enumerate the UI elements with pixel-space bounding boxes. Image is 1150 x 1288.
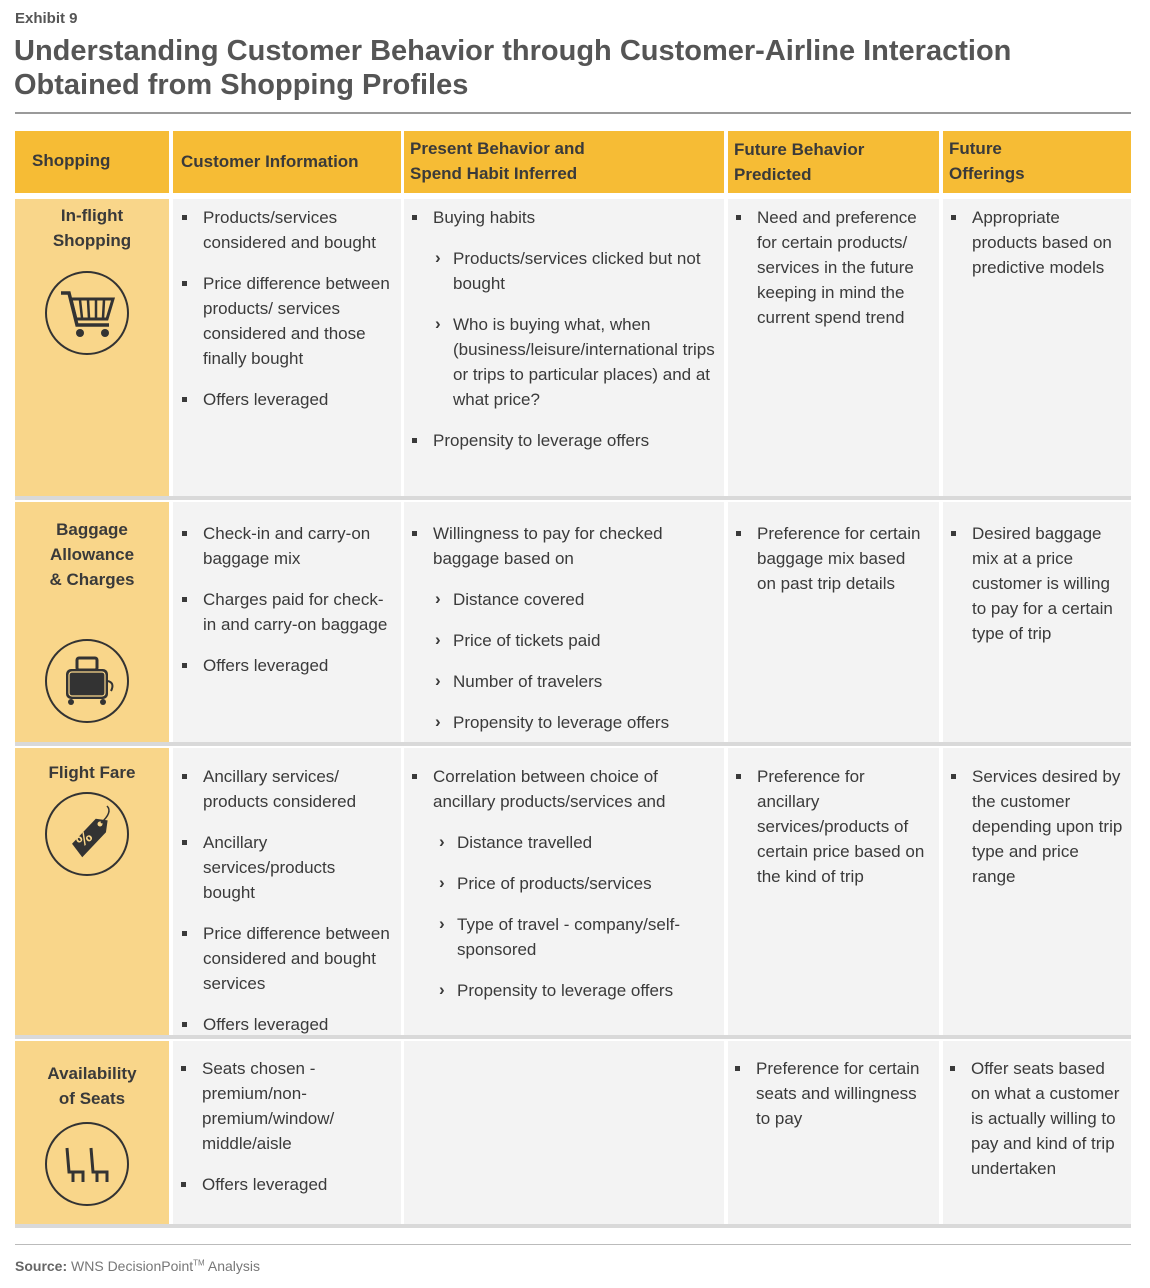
list-item: Preference for certain baggage mix based on past trip details [730,521,929,596]
list-item: Offers leveraged [176,653,391,678]
list-item: Charges paid for check-in and carry-on baggage [176,587,391,637]
shopping-cart-icon [45,271,129,355]
sub-list-item: › Who is buying what, when (business/leisure/international trips or trips to particular places) and at what price? [433,312,716,412]
cell-fare-customer-info [173,748,401,1035]
footer-divider [15,1244,1131,1245]
list-item-lead: Willingness to pay for checked baggage based on [433,524,663,568]
header-customer-information-text: Customer Information [181,152,359,171]
row-label-line: Flight Fare [48,763,136,782]
price-tag-icon [45,792,129,876]
row-divider [15,1035,1131,1039]
header-future-behavior [728,131,939,193]
header-offerings-line-1: Future [949,139,1002,158]
list-item: Ancillary services/products bought [176,830,391,905]
list-item: Propensity to leverage offers [406,428,716,453]
cell-baggage-future-offerings [943,502,1131,742]
header-present-line-2: Spend Habit Inferred [410,164,578,183]
cell-inflight-future-behavior [728,199,939,496]
title-divider [15,112,1131,114]
cell-fare-future-offerings [943,748,1131,1035]
sub-list-item: › Distance travelled [437,830,714,855]
cell-inflight-present-behavior [404,199,724,496]
row-label-line: of Seats [58,1089,126,1108]
title-line-1: Understanding Customer Behavior through Customer-Airline Interaction [14,35,1012,67]
list-item: Preference for ancillary services/products of certain price based on the kind of trip [730,764,929,889]
trademark-mark: TM [193,1258,205,1268]
list-item [406,521,714,735]
header-future-line-1: Future Behavior [734,140,865,159]
list-item: Offer seats based on what a customer is actually willing to pay and kind of trip undertaken [944,1056,1125,1181]
row-divider [15,1224,1131,1228]
cell-seats-future-behavior [728,1041,939,1225]
row-label-line: In-flight [60,206,124,225]
list-item: Offers leveraged [176,387,391,412]
source-note [15,1258,260,1274]
list-item: Offers leveraged [176,1012,391,1037]
header-future-offerings [943,131,1131,193]
list-item: Need and preference for certain products/ services in the future keeping in mind the current spend trend [730,205,929,330]
sub-list-item: › Number of travelers [433,669,714,694]
sub-list-item: › Price of products/services [437,871,714,896]
list-item: Desired baggage mix at a price customer is willing to pay for a certain type of trip [945,521,1123,646]
list-item-lead: Correlation between choice of ancillary products/services and [433,767,666,811]
sub-list-item: › Distance covered [433,587,714,612]
sub-list-item: › Price of tickets paid [433,628,714,653]
header-offerings-line-2: Offerings [949,164,1025,183]
header-customer-information [173,131,401,193]
cell-fare-present-behavior [404,748,724,1035]
list-item: Seats chosen - premium/non-premium/window/ middle/aisle [175,1056,391,1156]
row-label-flight-fare [15,748,169,1035]
sub-list-item: › Propensity to leverage offers [437,978,714,1003]
row-label-inflight-shopping [15,199,169,496]
title-line-2: Obtained from Shopping Profiles [14,69,469,101]
cell-seats-present-behavior [404,1041,724,1225]
cell-baggage-customer-info [173,502,401,742]
list-item-lead: Buying habits [433,208,536,227]
header-shopping-text: Shopping [32,151,111,170]
tag-percent-symbol: % [72,827,96,851]
row-label-availability-seats [15,1041,169,1225]
list-item: Services desired by the customer depending upon trip type and price range [945,764,1123,889]
row-label-line: Allowance [49,545,135,564]
list-item: Offers leveraged [175,1172,391,1197]
cell-inflight-customer-info [173,199,401,496]
header-present-behavior [404,131,724,193]
list-item: Products/services considered and bought [176,205,391,255]
cell-baggage-present-behavior [404,502,724,742]
exhibit-label: Exhibit 9 [15,10,78,27]
list-item: Appropriate products based on predictive models [945,205,1123,280]
header-present-line-1: Present Behavior and [410,139,585,158]
row-label-line: & Charges [49,570,135,589]
sub-list-item: › Products/services clicked but not bought [433,246,716,296]
header-shopping [15,131,169,193]
row-divider [15,496,1131,500]
cell-baggage-future-behavior [728,502,939,742]
row-divider [15,742,1131,746]
header-future-line-2: Predicted [734,165,812,184]
list-item: Price difference between products/ services considered and those finally bought [176,271,391,371]
luggage-icon [45,639,129,723]
row-label-line: Availability [47,1064,137,1083]
seats-icon [45,1122,129,1206]
page-title [14,34,1124,102]
list-item: Ancillary services/ products considered [176,764,391,814]
list-item [406,205,716,412]
source-label: Source: [15,1258,68,1274]
row-label-line: Shopping [52,231,132,250]
row-label-line: Baggage [56,520,128,539]
cell-inflight-future-offerings [943,199,1131,496]
source-suffix: Analysis [204,1258,260,1274]
cell-seats-customer-info [173,1041,401,1225]
sub-list-item: › Propensity to leverage offers [433,710,714,735]
sub-list-item: › Type of travel - company/self-sponsored [437,912,714,962]
cell-seats-future-offerings [943,1041,1131,1225]
list-item [406,764,714,1003]
source-text: WNS DecisionPoint [71,1258,194,1274]
row-label-baggage [15,502,169,742]
list-item: Preference for certain seats and willingness to pay [729,1056,929,1131]
cell-fare-future-behavior [728,748,939,1035]
list-item: Price difference between considered and bought services [176,921,391,996]
list-item: Check-in and carry-on baggage mix [176,521,391,571]
